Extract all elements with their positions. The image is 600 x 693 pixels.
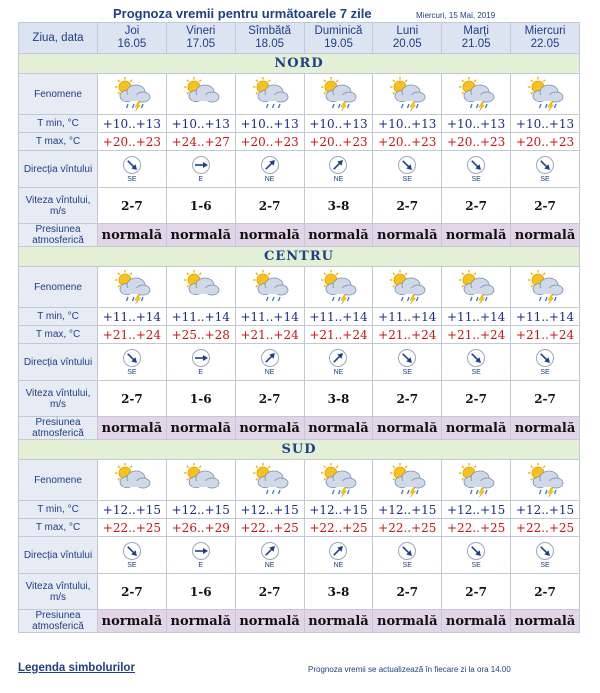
region-title: CENTRU [264, 249, 334, 264]
phenomena-cell [166, 74, 235, 115]
wind-speed-value: 2-7 [373, 188, 442, 224]
wind-direction-cell [166, 537, 235, 574]
day-name: Duminică [314, 25, 363, 37]
pressure-label-cell [19, 417, 98, 440]
light-rain-icon [248, 463, 292, 497]
thunder-rain-icon [385, 463, 429, 497]
wind-direction-label: Direcția vîntului [23, 163, 93, 175]
wind-speed-value: 2-7 [373, 574, 442, 610]
wind-direction-value: E [198, 369, 204, 376]
pressure-value: normală [304, 610, 373, 633]
tmax-value: +24..+27 [166, 133, 235, 151]
phenomena-cell [304, 267, 373, 308]
tmin-value: +11..+14 [304, 308, 373, 326]
wind-speed-value: 2-7 [442, 381, 511, 417]
day-name: Sîmbătă [248, 25, 292, 37]
tmin-value: +10..+13 [373, 115, 442, 133]
tmin-label-cell [19, 115, 98, 133]
wind-speed-value: 2-7 [511, 188, 580, 224]
pressure-label: Presiunea atmosferică [32, 224, 84, 246]
thunder-rain-icon [385, 77, 429, 111]
wind-direction-icon [466, 541, 486, 561]
tmax-value: +20..+23 [511, 133, 580, 151]
tmin-value: +12..+15 [166, 501, 235, 519]
wind-direction-cell [98, 344, 167, 381]
tmin-value: +10..+13 [166, 115, 235, 133]
wind-speed-label: Viteza vîntului, m/s [25, 580, 91, 603]
tmin-value: +10..+13 [442, 115, 511, 133]
thunder-rain-icon [454, 77, 498, 111]
forecast-date: Miercuri, 15 Mai, 2019 [416, 11, 496, 20]
forecast-table [18, 22, 580, 633]
tmin-value: +10..+13 [511, 115, 580, 133]
pressure-value: normală [442, 224, 511, 247]
thunder-rain-icon [454, 270, 498, 304]
wind-direction-cell [304, 344, 373, 381]
tmin-row [19, 308, 580, 326]
wind-direction-cell [235, 537, 304, 574]
wind-speed-label-cell [19, 188, 98, 224]
wind-speed-value: 2-7 [235, 381, 304, 417]
wind-speed-value: 2-7 [98, 188, 167, 224]
wind-direction-icon [397, 541, 417, 561]
phenomena-cell [442, 267, 511, 308]
wind-direction-row [19, 537, 580, 574]
pressure-value: normală [304, 224, 373, 247]
tmin-value: +11..+14 [235, 308, 304, 326]
wind-direction-value: NE [264, 369, 275, 376]
wind-direction-icon [191, 541, 211, 561]
tmin-value: +12..+15 [511, 501, 580, 519]
thunder-rain-icon [385, 270, 429, 304]
wind-direction-icon [122, 541, 142, 561]
light-rain-icon [248, 77, 292, 111]
wind-direction-cell [442, 344, 511, 381]
day-date: 21.05 [461, 38, 491, 50]
wind-speed-value: 3-8 [304, 574, 373, 610]
tmax-value: +21..+24 [98, 326, 167, 344]
day-label: Ziua, data [32, 31, 84, 44]
wind-speed-value: 2-7 [98, 574, 167, 610]
wind-direction-icon [122, 348, 142, 368]
pressure-value: normală [511, 417, 580, 440]
wind-direction-value: SE [402, 562, 412, 569]
pressure-value: normală [511, 610, 580, 633]
wind-direction-icon [328, 348, 348, 368]
thunder-rain-icon [523, 77, 567, 111]
tmax-row [19, 519, 580, 537]
region-row [19, 440, 580, 460]
day-date: 19.05 [324, 38, 353, 50]
tmax-label: T max, °C [35, 329, 81, 340]
phenomena-label: Fenomene [34, 474, 82, 486]
wind-direction-value: SE [471, 369, 481, 376]
wind-speed-value: 2-7 [98, 381, 167, 417]
wind-speed-value: 1-6 [166, 574, 235, 610]
tmin-value: +10..+13 [235, 115, 304, 133]
pressure-label: Presiunea atmosferică [32, 610, 84, 632]
wind-direction-label: Direcția vîntului [23, 549, 93, 561]
wind-speed-value: 1-6 [166, 188, 235, 224]
tmax-value: +26..+29 [166, 519, 235, 537]
pressure-value: normală [442, 417, 511, 440]
wind-direction-cell [373, 344, 442, 381]
phenomena-cell [235, 460, 304, 501]
wind-direction-value: NE [333, 562, 344, 569]
wind-direction-row [19, 344, 580, 381]
pressure-label-cell [19, 610, 98, 633]
legend-link[interactable]: Legenda simbolurilor [18, 662, 135, 674]
wind-speed-value: 2-7 [442, 574, 511, 610]
thunder-rain-icon [523, 463, 567, 497]
phenomena-label: Fenomene [34, 88, 82, 100]
pressure-value: normală [98, 610, 167, 633]
region-title-cell [19, 247, 580, 267]
wind-speed-row [19, 381, 580, 417]
tmin-label: T min, °C [37, 118, 79, 129]
tmin-value: +11..+14 [511, 308, 580, 326]
pressure-value: normală [235, 224, 304, 247]
wind-direction-cell [235, 344, 304, 381]
wind-speed-label-cell [19, 574, 98, 610]
phenomena-cell [235, 74, 304, 115]
wind-speed-value: 2-7 [373, 381, 442, 417]
days-header-row [19, 23, 580, 54]
thunder-rain-icon [316, 270, 360, 304]
thunder-rain-icon [110, 270, 154, 304]
tmin-value: +10..+13 [304, 115, 373, 133]
tmin-value: +12..+15 [98, 501, 167, 519]
wind-speed-row [19, 188, 580, 224]
wind-direction-value: NE [333, 369, 344, 376]
pressure-value: normală [166, 224, 235, 247]
thunder-rain-icon [316, 463, 360, 497]
tmax-label: T max, °C [35, 136, 81, 147]
wind-direction-value: SE [540, 369, 550, 376]
footer [18, 662, 580, 680]
tmin-label: T min, °C [37, 504, 79, 515]
wind-direction-cell [511, 151, 580, 188]
wind-speed-value: 2-7 [235, 574, 304, 610]
region-row [19, 54, 580, 74]
wind-speed-value: 2-7 [442, 188, 511, 224]
wind-direction-cell [98, 151, 167, 188]
phenomena-row [19, 267, 580, 308]
phenomena-cell [304, 74, 373, 115]
day-date: 20.05 [392, 38, 422, 50]
wind-direction-icon [466, 348, 486, 368]
tmin-row [19, 115, 580, 133]
wind-direction-icon [260, 348, 280, 368]
wind-direction-cell [511, 537, 580, 574]
tmin-label-cell [19, 501, 98, 519]
thunder-rain-icon [110, 77, 154, 111]
thunder-rain-icon [523, 270, 567, 304]
wind-direction-cell [166, 151, 235, 188]
wind-direction-value: SE [402, 369, 412, 376]
wind-speed-value: 1-6 [166, 381, 235, 417]
day-name: Vineri [186, 25, 216, 37]
pressure-value: normală [98, 224, 167, 247]
phenomena-row [19, 74, 580, 115]
tmax-value: +21..+24 [373, 326, 442, 344]
wind-direction-icon [397, 155, 417, 175]
wind-direction-value: NE [264, 176, 275, 183]
tmax-value: +22..+25 [304, 519, 373, 537]
forecast-widget [18, 4, 580, 633]
tmax-value: +20..+23 [98, 133, 167, 151]
wind-speed-value: 3-8 [304, 188, 373, 224]
wind-direction-icon [260, 541, 280, 561]
day-header [304, 23, 373, 54]
region-title: NORD [274, 56, 324, 71]
phenomena-row [19, 460, 580, 501]
pressure-row [19, 610, 580, 633]
day-name: Luni [396, 25, 419, 37]
phenomena-cell [373, 267, 442, 308]
wind-direction-label-cell [19, 537, 98, 574]
phenomena-cell [511, 267, 580, 308]
wind-direction-cell [511, 344, 580, 381]
cloudy-icon [110, 463, 154, 497]
forecast-header [18, 4, 580, 22]
tmax-value: +20..+23 [235, 133, 304, 151]
wind-speed-label: Viteza vîntului, m/s [25, 194, 91, 217]
tmax-value: +21..+24 [442, 326, 511, 344]
tmin-value: +11..+14 [98, 308, 167, 326]
wind-direction-icon [191, 155, 211, 175]
pressure-value: normală [166, 417, 235, 440]
wind-direction-cell [304, 537, 373, 574]
tmin-label: T min, °C [37, 311, 79, 322]
wind-speed-value: 3-8 [304, 381, 373, 417]
day-name: Marți [463, 25, 489, 37]
phenomena-cell [511, 460, 580, 501]
day-header [442, 23, 511, 54]
tmin-value: +11..+14 [373, 308, 442, 326]
tmax-value: +22..+25 [98, 519, 167, 537]
forecast-title: Prognoza vremii pentru următoarele 7 zile [113, 6, 372, 21]
wind-direction-icon [260, 155, 280, 175]
wind-direction-cell [304, 151, 373, 188]
tmin-row [19, 501, 580, 519]
wind-direction-icon [397, 348, 417, 368]
wind-direction-cell [98, 537, 167, 574]
day-header [98, 23, 167, 54]
wind-direction-value: NE [333, 176, 344, 183]
phenomena-cell [166, 267, 235, 308]
cloudy-icon [179, 77, 223, 111]
pressure-value: normală [373, 224, 442, 247]
day-label-cell [19, 23, 98, 54]
phenomena-label-cell [19, 460, 98, 501]
tmax-value: +20..+23 [304, 133, 373, 151]
tmin-value: +12..+15 [304, 501, 373, 519]
wind-direction-cell [373, 537, 442, 574]
tmax-row [19, 133, 580, 151]
pressure-row [19, 224, 580, 247]
tmin-value: +12..+15 [442, 501, 511, 519]
day-date: 17.05 [186, 38, 216, 50]
wind-direction-cell [442, 537, 511, 574]
wind-direction-value: SE [540, 562, 550, 569]
tmin-value: +11..+14 [166, 308, 235, 326]
update-note: Prognoza vremii se actualizează în fiecare zi la ora 14.00 [308, 665, 511, 674]
wind-direction-value: SE [471, 562, 481, 569]
tmax-value: +22..+25 [235, 519, 304, 537]
phenomena-cell [304, 460, 373, 501]
wind-direction-icon [328, 155, 348, 175]
tmax-row [19, 326, 580, 344]
wind-speed-label-cell [19, 381, 98, 417]
wind-direction-value: SE [402, 176, 412, 183]
tmax-value: +21..+24 [511, 326, 580, 344]
tmin-value: +12..+15 [373, 501, 442, 519]
tmax-value: +20..+23 [373, 133, 442, 151]
pressure-value: normală [166, 610, 235, 633]
wind-speed-row [19, 574, 580, 610]
pressure-label: Presiunea atmosferică [32, 417, 84, 439]
phenomena-cell [373, 74, 442, 115]
region-title: SUD [281, 442, 317, 457]
region-title-cell [19, 54, 580, 74]
wind-direction-label-cell [19, 344, 98, 381]
wind-direction-icon [328, 541, 348, 561]
wind-speed-value: 2-7 [235, 188, 304, 224]
wind-direction-value: SE [540, 176, 550, 183]
pressure-row [19, 417, 580, 440]
tmax-value: +21..+24 [304, 326, 373, 344]
pressure-value: normală [373, 417, 442, 440]
wind-direction-label: Direcția vîntului [23, 356, 93, 368]
wind-direction-value: NE [264, 562, 275, 569]
tmin-label-cell [19, 308, 98, 326]
wind-direction-cell [235, 151, 304, 188]
cloudy-icon [179, 270, 223, 304]
tmax-value: +22..+25 [511, 519, 580, 537]
pressure-value: normală [98, 417, 167, 440]
wind-speed-value: 2-7 [511, 381, 580, 417]
wind-direction-label-cell [19, 151, 98, 188]
tmin-value: +12..+15 [235, 501, 304, 519]
tmax-label-cell [19, 326, 98, 344]
wind-direction-value: E [198, 176, 204, 183]
wind-direction-icon [535, 541, 555, 561]
tmax-value: +22..+25 [442, 519, 511, 537]
day-name: Miercuri [524, 25, 566, 37]
phenomena-cell [442, 460, 511, 501]
tmax-label-cell [19, 519, 98, 537]
wind-direction-icon [466, 155, 486, 175]
tmax-value: +21..+24 [235, 326, 304, 344]
pressure-value: normală [304, 417, 373, 440]
tmax-value: +20..+23 [442, 133, 511, 151]
phenomena-label-cell [19, 267, 98, 308]
day-header [235, 23, 304, 54]
phenomena-cell [98, 460, 167, 501]
phenomena-label: Fenomene [34, 281, 82, 293]
pressure-value: normală [235, 610, 304, 633]
wind-direction-icon [122, 155, 142, 175]
day-name: Joi [124, 25, 140, 37]
wind-direction-value: E [198, 562, 204, 569]
tmin-value: +11..+14 [442, 308, 511, 326]
wind-direction-row [19, 151, 580, 188]
day-header [511, 23, 580, 54]
tmax-label: T max, °C [35, 522, 81, 533]
wind-speed-value: 2-7 [511, 574, 580, 610]
pressure-value: normală [511, 224, 580, 247]
wind-direction-value: SE [127, 176, 137, 183]
day-date: 18.05 [255, 38, 284, 50]
phenomena-cell [442, 74, 511, 115]
wind-direction-cell [373, 151, 442, 188]
phenomena-cell [98, 74, 167, 115]
day-header [373, 23, 442, 54]
light-rain-icon [248, 270, 292, 304]
wind-direction-value: SE [471, 176, 481, 183]
wind-direction-cell [166, 344, 235, 381]
tmax-value: +25..+28 [166, 326, 235, 344]
phenomena-cell [511, 74, 580, 115]
wind-speed-label: Viteza vîntului, m/s [25, 387, 91, 410]
phenomena-label-cell [19, 74, 98, 115]
phenomena-cell [98, 267, 167, 308]
day-date: 22.05 [530, 38, 560, 50]
thunder-rain-icon [316, 77, 360, 111]
phenomena-cell [235, 267, 304, 308]
pressure-label-cell [19, 224, 98, 247]
wind-direction-value: SE [127, 562, 137, 569]
wind-direction-icon [535, 155, 555, 175]
wind-direction-icon [535, 348, 555, 368]
tmax-value: +22..+25 [373, 519, 442, 537]
thunder-rain-icon [454, 463, 498, 497]
day-date: 16.05 [117, 38, 147, 50]
wind-direction-cell [442, 151, 511, 188]
day-header [166, 23, 235, 54]
region-row [19, 247, 580, 267]
cloudy-icon [179, 463, 223, 497]
tmax-label-cell [19, 133, 98, 151]
wind-direction-value: SE [127, 369, 137, 376]
phenomena-cell [166, 460, 235, 501]
pressure-value: normală [373, 610, 442, 633]
phenomena-cell [373, 460, 442, 501]
region-title-cell [19, 440, 580, 460]
tmin-value: +10..+13 [98, 115, 167, 133]
pressure-value: normală [442, 610, 511, 633]
pressure-value: normală [235, 417, 304, 440]
wind-direction-icon [191, 348, 211, 368]
